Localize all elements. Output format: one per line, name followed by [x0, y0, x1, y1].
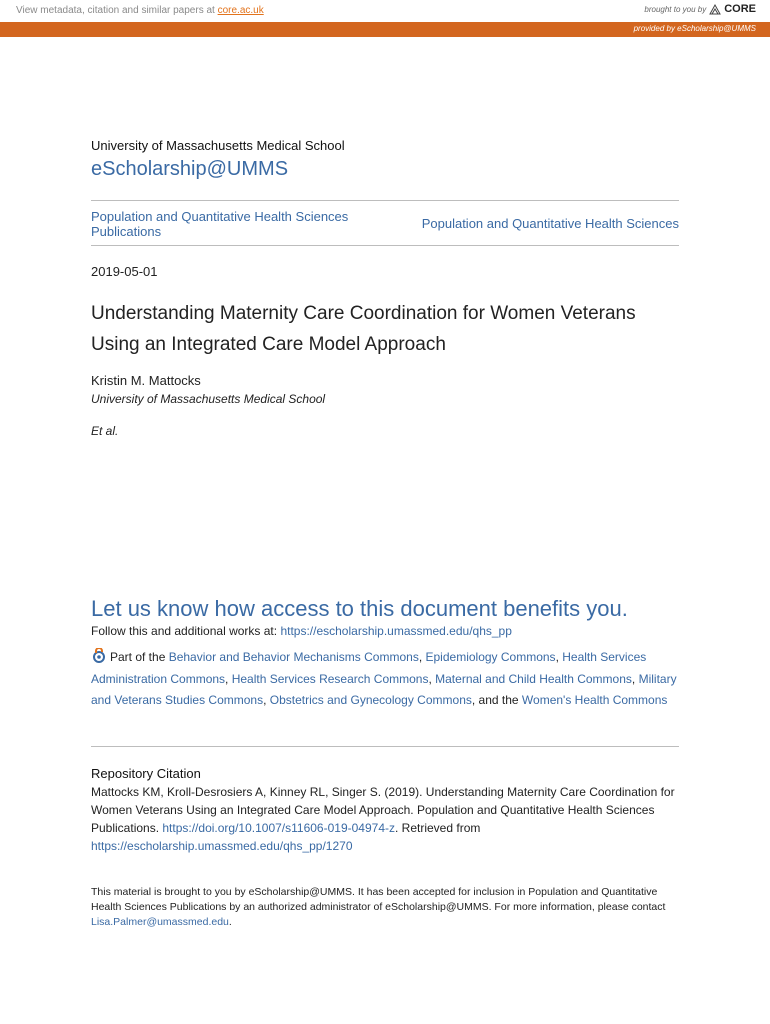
follow-url-link[interactable]: https://escholarship.umassmed.edu/qhs_pp [280, 624, 512, 638]
core-logo-icon [709, 3, 721, 15]
part-of-text: Part of the [110, 650, 169, 664]
citation-heading: Repository Citation [91, 766, 201, 781]
footnote-end: . [228, 916, 232, 928]
core-metadata-line [16, 5, 264, 16]
commons-link[interactable]: Epidemiology Commons [425, 650, 556, 664]
core-logo-text[interactable]: CORE [724, 3, 756, 15]
commons-link[interactable]: Health Services Research Commons [231, 671, 429, 686]
core-brought-text: brought to you by [644, 4, 707, 14]
commons-link[interactable]: Women's Health Commons [521, 693, 668, 707]
publication-date: 2019-05-01 [91, 264, 158, 279]
institution-name: University of Massachusetts Medical School [91, 138, 345, 153]
citation-text [91, 783, 679, 855]
part-of-commons [91, 647, 679, 712]
commons-sep: , [631, 671, 639, 686]
core-link[interactable]: core.ac.uk [217, 5, 264, 16]
divider [91, 245, 679, 246]
commons-sep: , [428, 671, 436, 686]
commons-link[interactable]: Military and Veterans Studies Commons [91, 671, 677, 707]
repository-link[interactable]: eScholarship@UMMS [91, 158, 289, 180]
record-url-link[interactable]: https://escholarship.umassmed.edu/qhs_pp/1270 [91, 839, 353, 853]
divider [91, 200, 679, 201]
commons-link[interactable]: Health Services Administration Commons [91, 650, 647, 686]
core-provided-text[interactable]: provided by eScholarship@UMMS [633, 24, 756, 33]
author-affiliation: University of Massachusetts Medical School [91, 392, 326, 406]
collection-link-publications[interactable]: Population and Quantitative Health Sciences Publications [91, 209, 349, 239]
commons-link[interactable]: Behavior and Behavior Mechanisms Commons [168, 650, 419, 664]
commons-sep: , [555, 650, 563, 664]
commons-sep: , [225, 671, 232, 686]
core-metadata-text: View metadata, citation and similar papers at [16, 5, 218, 16]
commons-and-the: , and the [471, 693, 522, 707]
citation-reference: Mattocks KM, Kroll-Desrosiers A, Kinney RL, Singer S. (2019). Understanding Maternity Care Coordination for Women Veterans Using an Integrated Care Model Approach. Population and Quantitative Health Sciences Publications. [91, 785, 675, 835]
commons-link[interactable]: Obstetrics and Gynecology Commons [269, 693, 472, 707]
benefit-feedback-link[interactable]: Let us know how access to this document benefits you. [91, 596, 628, 621]
divider [91, 746, 679, 747]
document-title: Understanding Maternity Care Coordination for Women Veterans Using an Integrated Care Model Approach [91, 303, 636, 355]
author-name: Kristin M. Mattocks [91, 373, 201, 388]
follow-text: Follow this and additional works at: [91, 624, 281, 638]
collection-link-department[interactable]: Population and Quantitative Health Sciences [421, 216, 679, 231]
et-al: Et al. [91, 424, 119, 438]
footnote-text: This material is brought to you by eScholarship@UMMS. It has been accepted for inclusion in Population and Quantitative Health Sciences Publications by an authorized administrator of eScholarship@UMMS. For more information, please contact [91, 886, 666, 913]
core-brought-by [644, 3, 756, 15]
footnote [91, 885, 679, 930]
contact-email-link[interactable]: Lisa.Palmer@umassmed.edu [91, 916, 229, 928]
follow-line [91, 624, 512, 638]
core-banner [0, 0, 770, 22]
open-access-icon [91, 648, 107, 664]
commons-sep: , [263, 693, 270, 707]
commons-link[interactable]: Maternal and Child Health Commons [435, 671, 632, 686]
commons-sep: , [418, 650, 426, 664]
doi-link[interactable]: https://doi.org/10.1007/s11606-019-04974-z [162, 821, 395, 835]
retrieved-from: . Retrieved from [395, 821, 481, 835]
core-provided-bar [0, 22, 770, 37]
